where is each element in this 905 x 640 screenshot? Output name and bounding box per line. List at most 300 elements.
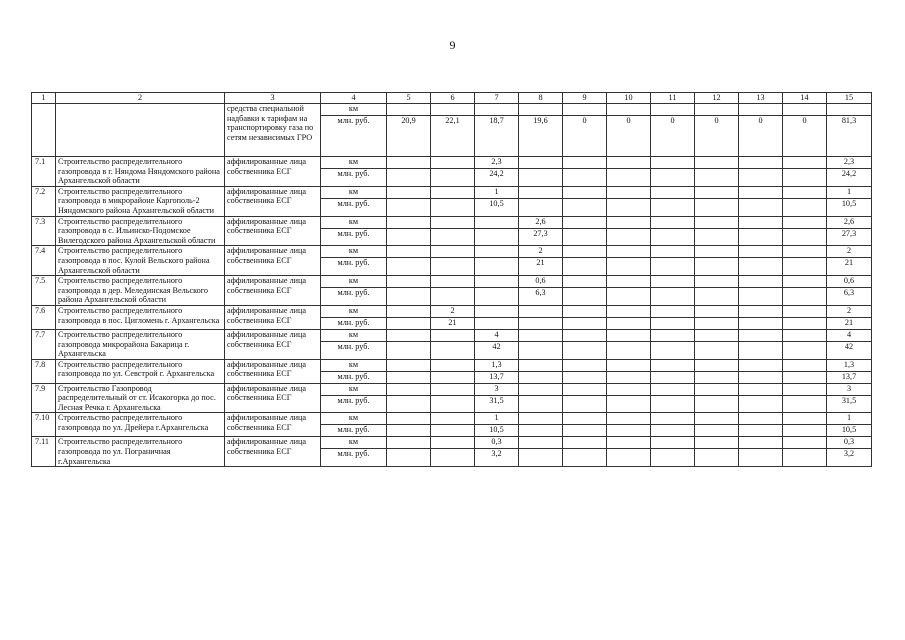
unit-label: млн. руб. bbox=[321, 395, 386, 407]
row-number: 7.4 bbox=[32, 246, 56, 276]
header-cell: 4 bbox=[321, 93, 387, 104]
value-cell bbox=[431, 305, 475, 329]
unit-label: км bbox=[348, 157, 359, 166]
value-cell bbox=[607, 157, 651, 187]
value: 2 bbox=[450, 305, 455, 315]
value bbox=[563, 287, 606, 299]
value-cell bbox=[651, 216, 695, 246]
value: 42 bbox=[475, 341, 518, 353]
value bbox=[695, 246, 738, 257]
value: 6,3 bbox=[827, 287, 871, 299]
work-name bbox=[56, 157, 225, 187]
value: 0 bbox=[739, 115, 782, 156]
value bbox=[607, 217, 650, 228]
value-cell bbox=[739, 246, 783, 276]
value: 24,2 bbox=[475, 168, 518, 180]
value-cell bbox=[783, 157, 827, 187]
value: 1 bbox=[494, 186, 499, 196]
value-cell bbox=[783, 383, 827, 413]
unit-label: км bbox=[348, 276, 359, 286]
value bbox=[695, 413, 738, 424]
value: 19,6 bbox=[519, 115, 562, 156]
value: 3 bbox=[494, 383, 499, 393]
funding-source-text: аффилированные лица собственника ЕСГ bbox=[227, 437, 307, 457]
value-cell bbox=[695, 305, 739, 329]
value bbox=[695, 217, 738, 228]
value-cell bbox=[827, 413, 872, 437]
value-cell bbox=[651, 246, 695, 276]
work-name-text: Строительство распределительного газопровода в микрорайоне Каргополь-2 Няндомского района Архангельской области bbox=[58, 186, 214, 215]
investment-table bbox=[31, 92, 872, 467]
unit-label: км bbox=[348, 246, 359, 256]
value bbox=[783, 246, 826, 257]
value bbox=[431, 341, 474, 353]
value-cell bbox=[783, 104, 827, 157]
value bbox=[475, 257, 518, 269]
value bbox=[387, 330, 430, 341]
value bbox=[563, 217, 606, 228]
value-cell bbox=[431, 276, 475, 306]
value bbox=[431, 217, 474, 228]
value-cell bbox=[739, 276, 783, 306]
value bbox=[607, 360, 650, 371]
value-cell bbox=[519, 246, 563, 276]
value: 0,3 bbox=[491, 437, 502, 447]
value-cell bbox=[387, 186, 431, 216]
value bbox=[563, 104, 606, 115]
work-name-text: Строительство распределительного газопровода микрорайона Бакарица г. Архангельска bbox=[58, 329, 190, 359]
value bbox=[695, 371, 738, 383]
value bbox=[387, 371, 430, 383]
value bbox=[739, 246, 782, 257]
value bbox=[651, 168, 694, 180]
funding-source bbox=[225, 157, 321, 187]
value bbox=[739, 437, 782, 448]
table-row bbox=[32, 157, 872, 187]
funding-source-text: аффилированные лица собственника ЕСГ bbox=[227, 359, 307, 379]
value bbox=[783, 228, 826, 240]
value bbox=[519, 371, 562, 383]
value bbox=[563, 317, 606, 329]
value: 10,5 bbox=[827, 198, 871, 210]
value bbox=[783, 276, 826, 287]
value bbox=[695, 330, 738, 341]
work-name bbox=[56, 276, 225, 306]
value-cell bbox=[739, 157, 783, 187]
value bbox=[519, 168, 562, 180]
value-cell bbox=[431, 413, 475, 437]
row-number: 7.11 bbox=[32, 437, 56, 467]
funding-source bbox=[225, 359, 321, 383]
value-cell bbox=[387, 437, 431, 467]
value: 13,7 bbox=[475, 371, 518, 383]
value-cell bbox=[475, 157, 519, 187]
value-cell bbox=[695, 104, 739, 157]
work-name-text: Строительство распределительного газопровода в пос. Цигломень г. Архангельска bbox=[58, 305, 220, 325]
header-cell: 13 bbox=[739, 93, 783, 104]
value-cell bbox=[607, 413, 651, 437]
value-cell bbox=[651, 276, 695, 306]
continuation-row bbox=[32, 104, 872, 157]
value bbox=[519, 306, 562, 317]
header-row bbox=[32, 93, 872, 104]
unit-cell bbox=[321, 437, 387, 467]
table-row bbox=[32, 359, 872, 383]
value-cell bbox=[387, 305, 431, 329]
value: 31,5 bbox=[475, 395, 518, 407]
value bbox=[651, 413, 694, 424]
value bbox=[563, 168, 606, 180]
value bbox=[651, 228, 694, 240]
row-number: 7.10 bbox=[32, 413, 56, 437]
funding-source-text: аффилированные лица собственника ЕСГ bbox=[227, 305, 307, 325]
value-cell bbox=[739, 359, 783, 383]
funding-source bbox=[225, 246, 321, 276]
row-number: 7.2 bbox=[32, 186, 56, 216]
value bbox=[607, 384, 650, 395]
value bbox=[519, 360, 562, 371]
unit-cell bbox=[321, 104, 387, 157]
unit-label: млн. руб. bbox=[321, 115, 386, 156]
header-cell: 12 bbox=[695, 93, 739, 104]
value bbox=[563, 437, 606, 448]
value-cell bbox=[739, 437, 783, 467]
value bbox=[783, 104, 826, 115]
value bbox=[387, 276, 430, 287]
value-cell bbox=[607, 305, 651, 329]
value: 4 bbox=[846, 329, 852, 339]
value bbox=[519, 448, 562, 460]
value-cell bbox=[387, 359, 431, 383]
value-cell bbox=[519, 329, 563, 359]
value-cell bbox=[475, 359, 519, 383]
value-cell bbox=[387, 246, 431, 276]
value bbox=[431, 287, 474, 299]
unit-label: км bbox=[348, 305, 359, 315]
value bbox=[695, 287, 738, 299]
value bbox=[783, 198, 826, 210]
funding-source-text: аффилированные лица собственника ЕСГ bbox=[227, 413, 307, 433]
value: 2,6 bbox=[535, 216, 546, 226]
value bbox=[431, 198, 474, 210]
value-cell bbox=[827, 186, 872, 216]
header-cell: 14 bbox=[783, 93, 827, 104]
funding-source-text: аффилированные лица собственника ЕСГ bbox=[227, 246, 307, 265]
funding-source bbox=[225, 305, 321, 329]
value bbox=[563, 198, 606, 210]
value-cell bbox=[475, 186, 519, 216]
value-cell bbox=[431, 383, 475, 413]
value-cell bbox=[695, 359, 739, 383]
work-name bbox=[56, 305, 225, 329]
work-name-text: Строительство распределительного газопровода по ул. Пограничная г.Архангельска bbox=[58, 437, 183, 466]
value-cell bbox=[475, 329, 519, 359]
funding-source bbox=[225, 413, 321, 437]
value: 0 bbox=[563, 115, 606, 156]
value bbox=[651, 104, 694, 115]
value bbox=[827, 104, 871, 115]
value bbox=[387, 413, 430, 424]
unit-label: км bbox=[348, 186, 359, 196]
value bbox=[607, 276, 650, 287]
unit-label: млн. руб. bbox=[321, 228, 386, 240]
value bbox=[607, 198, 650, 210]
unit-cell bbox=[321, 216, 387, 246]
value bbox=[783, 384, 826, 395]
value bbox=[695, 276, 738, 287]
value-cell bbox=[695, 157, 739, 187]
value bbox=[783, 341, 826, 353]
value bbox=[431, 360, 474, 371]
value bbox=[783, 187, 826, 198]
value bbox=[651, 246, 694, 257]
value bbox=[431, 168, 474, 180]
value bbox=[563, 330, 606, 341]
value bbox=[651, 395, 694, 407]
header-cell: 2 bbox=[56, 93, 225, 104]
unit-label: млн. руб. bbox=[321, 371, 386, 383]
value-cell bbox=[431, 437, 475, 467]
unit-label: км bbox=[348, 437, 359, 447]
unit-cell bbox=[321, 186, 387, 216]
value bbox=[519, 198, 562, 210]
header-cell: 10 bbox=[607, 93, 651, 104]
value bbox=[651, 317, 694, 329]
value-cell bbox=[695, 329, 739, 359]
value: 31,5 bbox=[827, 395, 871, 407]
value-cell bbox=[475, 104, 519, 157]
value bbox=[783, 448, 826, 460]
value bbox=[783, 437, 826, 448]
value bbox=[563, 228, 606, 240]
value-cell bbox=[651, 186, 695, 216]
value-cell bbox=[387, 413, 431, 437]
value-cell bbox=[739, 186, 783, 216]
value bbox=[607, 317, 650, 329]
value bbox=[519, 424, 562, 436]
value bbox=[563, 371, 606, 383]
value bbox=[695, 228, 738, 240]
value: 1 bbox=[846, 186, 852, 196]
funding-source-text: средства специальной надбавки к тарифам на транспортировку газа по сетям независимых ГРО bbox=[227, 104, 314, 142]
value bbox=[695, 395, 738, 407]
value-cell bbox=[563, 305, 607, 329]
value-cell bbox=[651, 104, 695, 157]
value bbox=[387, 437, 430, 448]
value bbox=[519, 157, 562, 168]
value: 22,1 bbox=[431, 115, 474, 156]
value-cell bbox=[783, 216, 827, 246]
value-cell bbox=[827, 216, 872, 246]
value bbox=[651, 371, 694, 383]
value: 0 bbox=[695, 115, 738, 156]
value bbox=[739, 104, 782, 115]
row-number: 7.5 bbox=[32, 276, 56, 306]
value-cell bbox=[431, 359, 475, 383]
value bbox=[431, 187, 474, 198]
value bbox=[739, 395, 782, 407]
value bbox=[695, 437, 738, 448]
value: 20,9 bbox=[387, 115, 430, 156]
value bbox=[739, 198, 782, 210]
value bbox=[431, 413, 474, 424]
table-row bbox=[32, 276, 872, 306]
value-cell bbox=[607, 329, 651, 359]
work-name bbox=[56, 359, 225, 383]
funding-source bbox=[225, 329, 321, 359]
value: 21 bbox=[431, 317, 474, 329]
value bbox=[387, 246, 430, 257]
value bbox=[431, 424, 474, 436]
unit-label: млн. руб. bbox=[321, 448, 386, 460]
value-cell bbox=[827, 329, 872, 359]
value bbox=[695, 317, 738, 329]
value bbox=[739, 257, 782, 269]
value bbox=[431, 384, 474, 395]
value bbox=[651, 217, 694, 228]
value bbox=[607, 157, 650, 168]
value-cell bbox=[739, 383, 783, 413]
value-cell bbox=[519, 383, 563, 413]
value bbox=[563, 448, 606, 460]
value bbox=[607, 448, 650, 460]
value bbox=[651, 257, 694, 269]
value bbox=[563, 395, 606, 407]
value-cell bbox=[475, 216, 519, 246]
value bbox=[519, 341, 562, 353]
value bbox=[431, 371, 474, 383]
work-name-text: Строительство распределительного газопровода по ул. Дрейера г.Архангельска bbox=[58, 413, 209, 433]
value bbox=[387, 104, 430, 115]
value-cell bbox=[431, 186, 475, 216]
work-name bbox=[56, 216, 225, 246]
value bbox=[387, 317, 430, 329]
unit-cell bbox=[321, 305, 387, 329]
funding-source bbox=[225, 276, 321, 306]
value-cell bbox=[519, 186, 563, 216]
unit-cell bbox=[321, 157, 387, 187]
value bbox=[695, 448, 738, 460]
unit-label: млн. руб. bbox=[321, 198, 386, 210]
value: 10,5 bbox=[827, 424, 871, 436]
value-cell bbox=[651, 157, 695, 187]
value bbox=[739, 413, 782, 424]
value-cell bbox=[827, 246, 872, 276]
value bbox=[695, 360, 738, 371]
row-number: 7.9 bbox=[32, 383, 56, 413]
value-cell bbox=[783, 276, 827, 306]
work-name-text: Строительство распределительного газопровода в г. Няндома Няндомского района Архангельской области bbox=[58, 157, 220, 186]
value-cell bbox=[651, 329, 695, 359]
value-cell bbox=[563, 104, 607, 157]
value bbox=[739, 168, 782, 180]
work-name-text: Строительство распределительного газопровода в с. Ильинско-Подомское Вилегодского района Архангельской области bbox=[58, 216, 216, 245]
header-cell: 8 bbox=[519, 93, 563, 104]
value bbox=[607, 330, 650, 341]
value bbox=[739, 276, 782, 287]
value-cell bbox=[475, 413, 519, 437]
value: 1 bbox=[846, 413, 852, 423]
value: 2,3 bbox=[491, 157, 502, 166]
value: 2 bbox=[846, 246, 852, 256]
value: 0 bbox=[607, 115, 650, 156]
value-cell bbox=[783, 329, 827, 359]
value bbox=[431, 276, 474, 287]
table-row bbox=[32, 383, 872, 413]
value bbox=[739, 384, 782, 395]
value-cell bbox=[475, 246, 519, 276]
value: 1,3 bbox=[491, 359, 502, 369]
funding-source bbox=[225, 437, 321, 467]
table-row bbox=[32, 305, 872, 329]
table-row bbox=[32, 329, 872, 359]
header-cell: 6 bbox=[431, 93, 475, 104]
value bbox=[739, 341, 782, 353]
value bbox=[695, 157, 738, 168]
value bbox=[739, 330, 782, 341]
value bbox=[563, 413, 606, 424]
value bbox=[387, 287, 430, 299]
work-name-text: Строительство распределительного газопровода в дер. Мелединская Вельского района Архангельской области bbox=[58, 276, 208, 305]
funding-source-text: аффилированные лица собственника ЕСГ bbox=[227, 157, 307, 176]
value-cell bbox=[695, 437, 739, 467]
value-cell bbox=[475, 437, 519, 467]
value-cell bbox=[519, 437, 563, 467]
funding-source-text: аффилированные лица собственника ЕСГ bbox=[227, 329, 307, 349]
value bbox=[607, 168, 650, 180]
unit-label: млн. руб. bbox=[321, 424, 386, 436]
value-cell bbox=[827, 437, 872, 467]
value bbox=[607, 371, 650, 383]
value bbox=[387, 384, 430, 395]
unit-label: км bbox=[348, 359, 359, 369]
unit-cell bbox=[321, 276, 387, 306]
value-cell bbox=[739, 413, 783, 437]
value-cell bbox=[607, 359, 651, 383]
value-cell bbox=[695, 216, 739, 246]
value bbox=[739, 157, 782, 168]
value-cell bbox=[563, 329, 607, 359]
value bbox=[739, 448, 782, 460]
value: 0,6 bbox=[535, 276, 546, 286]
value bbox=[607, 257, 650, 269]
value bbox=[431, 395, 474, 407]
value bbox=[563, 306, 606, 317]
value-cell bbox=[607, 276, 651, 306]
value: 0 bbox=[783, 115, 826, 156]
value-cell bbox=[827, 104, 872, 157]
value bbox=[651, 198, 694, 210]
value bbox=[387, 341, 430, 353]
funding-source bbox=[225, 186, 321, 216]
value: 21 bbox=[519, 257, 562, 269]
value: 21 bbox=[827, 257, 871, 269]
value bbox=[519, 330, 562, 341]
value bbox=[651, 287, 694, 299]
value-cell bbox=[827, 359, 872, 383]
value bbox=[651, 360, 694, 371]
value bbox=[783, 371, 826, 383]
value bbox=[475, 217, 518, 228]
value: 42 bbox=[827, 341, 871, 353]
value bbox=[651, 276, 694, 287]
value-cell bbox=[563, 186, 607, 216]
value-cell bbox=[519, 305, 563, 329]
value: 3 bbox=[846, 383, 852, 393]
value bbox=[519, 104, 562, 115]
value-cell bbox=[695, 186, 739, 216]
value-cell bbox=[431, 104, 475, 157]
